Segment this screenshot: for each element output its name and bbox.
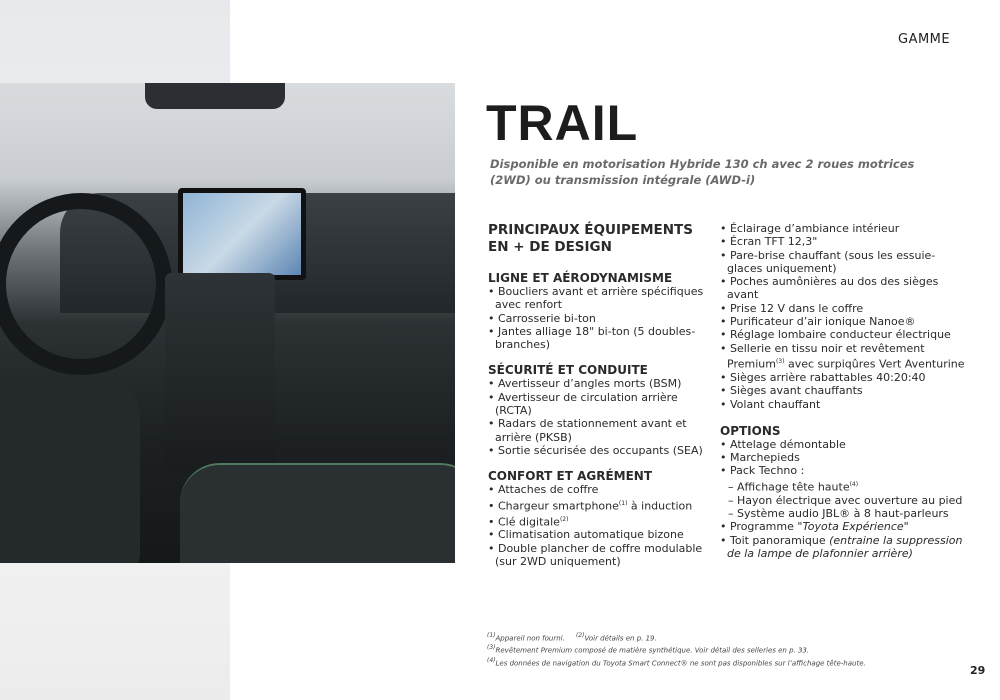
footnote-ref: (1) (487, 632, 496, 639)
main-heading (488, 222, 713, 256)
section-heading: SÉCURITÉ ET CONDUITE (488, 363, 648, 378)
section-label: GAMME (898, 32, 951, 47)
footnote-line (487, 631, 866, 643)
list-item: • Pare-brise chauffant (sous les essuie-glaces uniquement) (720, 248, 936, 275)
item-text: • Programme " (720, 520, 803, 534)
item-text: avec surpiqûres Vert Aventurine (787, 357, 965, 371)
footnote-ref: (4) (487, 656, 496, 664)
footnotes (487, 631, 866, 668)
footnote-line (487, 656, 866, 668)
equipment-column-1 (488, 222, 713, 568)
item-text: " (903, 520, 909, 534)
list-item: • Poches aumônières au dos des sièges avant (720, 275, 939, 302)
list-item (720, 342, 965, 371)
list-item (488, 513, 713, 529)
list-subitem: – Hayon électrique avec ouverture au pied (728, 493, 963, 507)
main-heading-line: PRINCIPAUX ÉQUIPEMENTS (488, 222, 693, 238)
list-item: • Éclairage d’ambiance intérieur (720, 222, 900, 235)
item-text: • Toit panoramique (720, 533, 830, 547)
list-item: • Jantes alliage 18" bi-ton (5 doubles-branches) (488, 324, 696, 352)
list-item (720, 520, 965, 533)
footnote: Voir détails en p. 19. (584, 634, 657, 643)
passenger-seat (180, 463, 455, 563)
section-heading: OPTIONS (720, 423, 781, 438)
steering-wheel (0, 193, 172, 375)
list-item: • Climatisation automatique bizone (488, 528, 684, 542)
list-item: • Carrosserie bi-ton (488, 311, 596, 325)
list-item: • Prise 12 V dans le coffre (720, 301, 864, 315)
list-item: • Sortie sécurisée des occupants (SEA) (488, 443, 703, 457)
footnote-ref: (4) (849, 480, 859, 488)
rearview-mirror (145, 83, 285, 109)
section-heading: CONFORT ET AGRÉMENT (488, 469, 653, 484)
page-number: 29 (970, 664, 986, 677)
item-text: Toyota Expérience (802, 520, 904, 534)
list-item: • Sièges arrière rabattables 40:20:40 (720, 370, 926, 384)
infotainment-screen (178, 188, 306, 280)
list-subitem: – Système audio JBL® à 8 haut-parleurs (728, 506, 949, 520)
list-item: • Avertisseur d’angles morts (BSM) (488, 377, 682, 391)
list-item: • Attelage démontable (720, 437, 846, 451)
footnote-ref: (2) (575, 632, 585, 639)
item-text: • Clé digitale (488, 515, 560, 529)
list-item: • Sièges avant chauffants (720, 384, 863, 398)
footnote-line (487, 643, 866, 655)
list-item: • Pack Techno : (720, 464, 805, 478)
section-heading: LIGNE ET AÉRODYNAMISME (488, 271, 673, 285)
main-heading-line: EN + DE DESIGN (488, 239, 612, 255)
subtitle: Disponible en motorisation Hybride 130 ch avec 2 roues motrices (2WD) ou transmission intégrale (AWD-i) (490, 157, 915, 187)
item-text: à induction (630, 499, 693, 513)
list-item: • Double plancher de coffre modulable (sur 2WD uniquement) (488, 541, 703, 569)
item-text: • Chargeur smartphone (488, 499, 619, 513)
item-text: • Sellerie en tissu noir et revêtement Premium (720, 341, 925, 371)
item-text: – Affichage tête haute (728, 480, 850, 494)
footnote-ref: (3) (487, 644, 496, 652)
list-item: • Avertisseur de circulation arrière (RCTA) (488, 390, 678, 418)
list-item: • Marchepieds (720, 451, 800, 465)
center-console (165, 273, 275, 473)
footnote: Appareil non fourni. (495, 634, 565, 643)
list-item: • Boucliers avant et arrière spécifiques avec renfort (488, 285, 704, 312)
list-item (488, 497, 713, 513)
list-item (720, 534, 965, 561)
list-item: • Écran TFT 12,3" (720, 235, 818, 249)
interior-photo (0, 83, 455, 563)
equipment-column-2 (720, 222, 965, 560)
list-item: • Volant chauffant (720, 397, 821, 411)
footnote-ref: (1) (618, 499, 628, 507)
list-subitem (720, 478, 965, 494)
item-text: (entraine la suppression de la lampe de plafonnier arrière) (727, 533, 963, 560)
page-title: TRAIL (486, 95, 639, 151)
driver-seat (0, 383, 140, 563)
list-item: • Purificateur d’air ionique Nanoe® (720, 315, 916, 329)
list-item: • Attaches de coffre (488, 483, 599, 497)
footnote-ref: (3) (775, 357, 785, 365)
list-item: • Radars de stationnement avant et arrière (PKSB) (488, 417, 687, 444)
footnote-ref: (2) (559, 515, 569, 523)
footnote: Les données de navigation du Toyota Smart Connect® ne sont pas disponibles sur l’affichage tête-haute. (495, 658, 866, 667)
footnote: Revêtement Premium composé de matière synthétique. Voir détail des selleries en p. 33. (495, 646, 810, 655)
list-item: • Réglage lombaire conducteur électrique (720, 328, 951, 342)
